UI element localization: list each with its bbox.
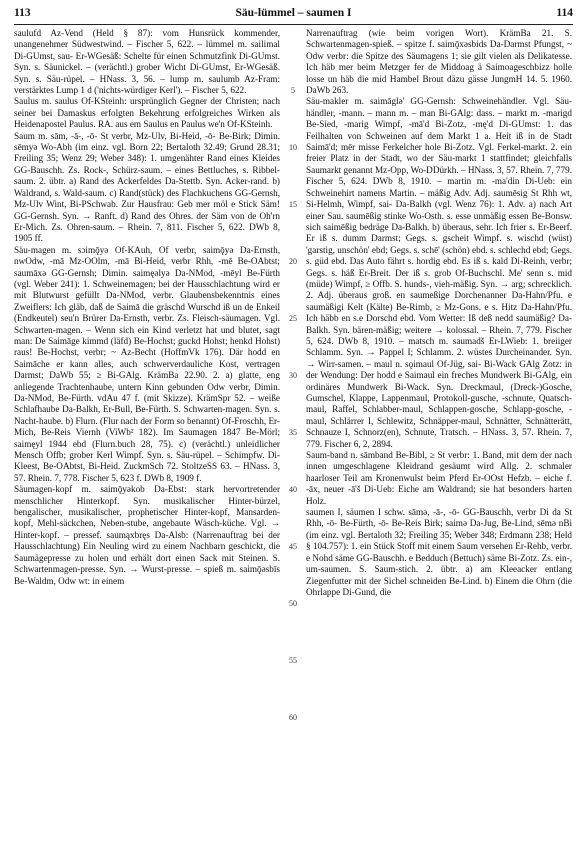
page-number-right: 114 bbox=[556, 7, 573, 19]
line-number: 35 bbox=[289, 428, 297, 437]
line-number: 40 bbox=[289, 485, 297, 494]
entry-narrenauftrag-cont: Narrenauftrag (wie beim vorigen Wort). KrämBa 21. S. Schwartenmagen-spieß. – spitze f. saimǭxəsbids Da-Darmst Pfungst, ~ Odw verbr: die Spitze des Säumagens 1; sie gilt vielen als Delikatesse. Ich häb mer beim Metzger fer de Middoag ä Saimoageschbizz holle losse un häb die mid Hambel Brout däzu gässe JungmH 14. 5. 1960. DaWb 263. bbox=[306, 28, 572, 96]
line-number: 50 bbox=[289, 599, 297, 608]
line-number: 15 bbox=[289, 200, 297, 209]
entry-saulufd: saulufd Az-Vend (Held § 87): vom Hunsrück kommender, unangenehmer Südwestwind. – Fischer 5, 622. – lümmel m. sailimal Di-GUmst, sau- Er-WGesäß: Schelte für einen Schmutzfink Di-GUmst. Syn. s. Säunickel. – (verächtl.) grober Wicht Di-GUmst, Er-WGesäß. Syn. s. Säu-rüpel. – HNass. 3, 56. – lump m. saulumb Az-Fram: verstärktes Lump 1 d ('nichts-würdiger Kerl'). – Fischer 5, 622. bbox=[14, 28, 280, 96]
line-number: 45 bbox=[289, 542, 297, 551]
page-header bbox=[14, 7, 573, 23]
entry-saum: Saum m. sām, -ā-, -ō- St verbr, Mz-Ulv, Bi-Heid, -ō- Be-Birk; Dimin. sēmyə Wo-Abh (im einz. vgl. Born 22; Bertaloth 32.49; Grund 28.31; Freiling 35; Wenz 29; Weber 348): 1. umgenähter Rand eines Kleides GG-Bauschh. Zs. Rock-, Schürz-saum. – eines Bettluches, s. Ribbel-saum. 2. übtr. a) Rand des Ackerfeldes Da-Stettb. Syn. Acker-rand. b) Waldrand, s. Wald-saum. c) Rand(stück) des Flachkuchens GG-Gernsh, Mz-Ulv Wint, Bi-PSchwab. Zur Hausfrau: Geb mer möl e Stick Säm! GG-Gernsh. Syn. → Ranft. d) Rand des Ohres. der Säm von de Oh'rn Er-Mich. Zs. Ohren-saum. – Rhein. 7, 811. Fischer 5, 622. DWb 8, 1905 ff. bbox=[14, 130, 280, 244]
right-column bbox=[306, 28, 572, 598]
line-number: 60 bbox=[289, 713, 297, 722]
left-column bbox=[14, 28, 280, 587]
entry-saum-band: Saum-band n. sāmband Be-Bibl, ≥ St verbr: 1. Band, mit dem der nach innen umgeschlagene Kleidrand gesäumt wird Allg. 2. schmaler haarloser Teil am Kronenwulst beim Pferd Er-OOst Hefzb. – eiche f. -āx, neuer -ā'š Di-Ueb: Eiche am Waldrand; sie hat besonders harten Holz. bbox=[306, 450, 572, 506]
line-number: 30 bbox=[289, 371, 297, 380]
page-number-left: 113 bbox=[14, 7, 31, 19]
entry-saulus: Saulus m. saulus Of-KSteinh: ursprünglich Gegner der Christen; nach seiner bei Damaskus erfolgten Bekehrung erfolgreiches Wirken als Heidenapostel Paulus. RA. aus em Saulus en Paulus we'n Of-KSteinh. bbox=[14, 96, 280, 130]
line-number: 10 bbox=[289, 143, 297, 152]
entry-saeu-magen: Säu-magen m. sɔimǭyə Of-KAuh, Of verbr, saimǭyə Da-Ernsth, nwOdw, -mā Mz-OOlm, -mā Bi-Heid, verbr Rhh, -mē Be-OAbtst; saumāxə GG-Gernsh; Dimin. saimęǝlyǝ Da-NMod, -mēyl Be-Fürth (vgl. Weber 241): 1. Schweinemagen; bei der Hausschlachtung wird er mit Blutwurst gefüllt Da-NMod, verbr. Glaubensbekenntnis eines Zweiflers: Ich gläb, daß de Saimā die gräschd Wurschd iß un de Enkeil (Endkeutel) seu'n Brürer Da-Ernsth, verbr. Zs. Fleisch-säumagen. Vgl. Schwarten-magen. – Wenn sich ein Kind verletzt hat und blutet, sagt man: De Saimāge kimmd (läfd) Be-Hochst; guckd Hohst; henkd Hohst) raus! Be-Hochst, verbr; ~ Az-Becht (HoffmVk 176). Där hodd en Saimāche er kann alles, auch schwerverdauliche Kost, vertragen Darmst; DaWb 55; ≥ Bi-GAlg. KrämBa 22.90. 2. a) glatte, eng anliegende Trachtenhaube, untern Kinn gebunden Odw verbr, Dimin. Da-NMod, Be-Fürth. vdAu 47 f. (mit Skizze). KrämSpr 52. – weiße Schlafhaube Da-Balkh, Er-Bull, Be-Fürth. S. Schwarten-magen. Syn. s. Nacht-haube. b) Flurn. (Flur nach der Form so benannt) Of-Froschh, Er-Mich, Be-Reis Viernh (ViWb² 182). Im Saumagen 1847 Be-Mörl; saimęyl 1944 ebd (Flurn.buch 28, 75). c) (verächtl.) unleidlicher Mensch Offb; grober Kerl Wimpf. Syn. s. Säu-rüpel. – Schimpfw. Di-Kleest, Be-OAbtst, Bi-Heid. ZuckmSch 72. StoltzeSS 63. – HNass. 3, 57. Rhein. 7, 778. Fischer 5, 623 f. DWb 8, 1909 f. bbox=[14, 244, 280, 483]
line-number: 55 bbox=[289, 656, 297, 665]
line-number: 25 bbox=[289, 314, 297, 323]
header-rule bbox=[14, 24, 573, 25]
line-number: 5 bbox=[291, 86, 295, 95]
running-title: Säu-lümmel – saumen I bbox=[235, 7, 352, 19]
entry-saeu-makler: Säu-makler m. saimāglə' GG-Gernsh: Schweinehändler. Vgl. Säu-händler, -mann. – mann m. – man Bi-GAlg: dass. – markt m. -marigd Be-Sied, -marig Wimpf, -mā'd Bi-Zotz, -mę'd Di-GUmst: 1. das Feilhalten von Schweinen auf dem Markt 1 a. Heit iß in de Stadt Saimā'd; mēr misse Ferkelcher hole Bi-Zotz. Vgl. Ferkel-markt. 2. ein freier Platz in der Stadt, wo der Säu-markt 1 stattfindet; gleichfalls Saumarkt genannt Mz-Opp, Wo-DDürkh. – HNass. 3, 57. Rhein. 7, 779. Fischer 5, 624. DWb 8, 1910. – martin m. -ma'din Di-Ueb: ein Schweinehirt namens Martin. – mäßig Adv. Adj. saumēsig St Rhh wt, Si-Helmh, Wimpf, sai- Da-Balkh (vgl. Wenz 76): 1. Adv. a) nach Art einer Sau. saumēßig stinke Wo-Osth. s. esse unmäßig essen Be-Bonsw. sich saimēßig bedräge Da-Balkh. b) überaus, sehr. Ich frier s. Er-Beerf. Er iß s. dumm Darmst; Gegs. s. gscheit Wimpf. s. wischd (wüst) 'garstig, unschön' ebd; Gegs. s. schē' (schön) ebd. s. schlechd ebd; Gegs. s. güd ebd. Das Auto fährt s. hordig ebd. Es iß s. kald Di-Reinh, verbr; Gegs. s. häß Er-Breit. Der iß s. grob Of-Buchschl. Me' senn s. mid (müde) Wimpf, ≥ Offb. S. hunds-, vieh-mäßig. Syn. → arg; schrecklich. 2. Adj. überaus groß. en saumeßige Dorchenanner Da-Hahn/Pfu. e saumäßigi Kelt (Kälte) Be-Rimb, ≥ Mz-Gons. e s. Hitz Da-Hahn/Pfu. Ich häbb en s.e Dorschd ebd. Vom Wetter: Iß deß nedd saumäßig? Da-Balkh. Syn. bären-mäßig; weitere → kolossal. – Rhein. 7, 779. Fischer 5, 624. DWb 8, 1910. – matsch m. saumadš Er-LWieb: 1. breiiger Schlamm. Syn. → Pappel I; Schlamm. 2. wüstes Durcheinander. Syn. → Wirr-samen. – maul n. sǫimaul Of-Jüg, sai- Bi-Wack GAlg Zotz: in der Wendung: Der hodd e Saimaul ein freches Mundwerk Bi-GAlg, ein ordinäres Mundwerk Bi-Wack. Syn. Dreckmaul, (Dreck-)Gosche, Gumschel, Klappe, Lappenmaul, Protokoll-gusche, -schnute, Quatsch-maul, Raffel, Schlabber-maul, Schlappen-gosche, Schlapp-gosche, -maul, Schlärrer I, Schlewitz, Schnäpper-maul, Schnätter, Schnätterätt, Schnauze I, Schnorz(en), Schnute, Tratsch. – HNass. 3, 57. Rhein. 7, 779. Fischer 6, 2, 2894. bbox=[306, 96, 572, 449]
line-number: 20 bbox=[289, 257, 297, 266]
entry-saeumagen-kopf: Säumagen-kopf m. saimǭyəkob Da-Ebst: stark hervortretender menschlicher Hinterkopf. Syn. musikalischer Hinter-bürzel, bengalischer, musikalischer, prophetischer Hinter-kopf, Mansarden-kopf, Mehl-säckchen, Neben-stube, angebaute Wäsch-küche. Vgl. → Hinter-kopf. – pressef. saumąxbręs Da-Alsb: (Narrenauftrag bei der Hausschlachtung) Ein Neuling wird zu einem Nachbarn geschickt, die Saumägepresse zu holen und erhält dort einen Sack mit Steinen. S. Schwartenmagen-presse. Syn. → Wurst-presse. – spieß m. saimǭəsbīs Be-Waldm, Odw wt: in einem bbox=[14, 484, 280, 586]
entry-saumen: saumen I, säumen I schw. sāmə, -ā-, -ō- GG-Bauschh, verbr Di da St Rhh, -ō- Be-Fürth, -ō- Be-Reis Birk; saimə Da-Jug, Be-Lind, sēmə nBi (im einz. vgl. Bertaloth 32; Freiling 35; Weber 348; Erdmann 238; Held § 104.757): 1. ein Stück Stoff mit einem Saum versehen Er-Rehb, verbr. e Nohd säme GG-Bauschh. e Bedduch (Bettuch) säme Bi-Zotz. Zs. ein-, um-saumen. S. Saum-stich. 2. übtr. a) am Kleeacker entlang Ziegenfutter mit der Sichel schneiden Be-Lind. b) Einem die Ohrn (die Ohrlappe Di-Gund, die bbox=[306, 507, 572, 597]
